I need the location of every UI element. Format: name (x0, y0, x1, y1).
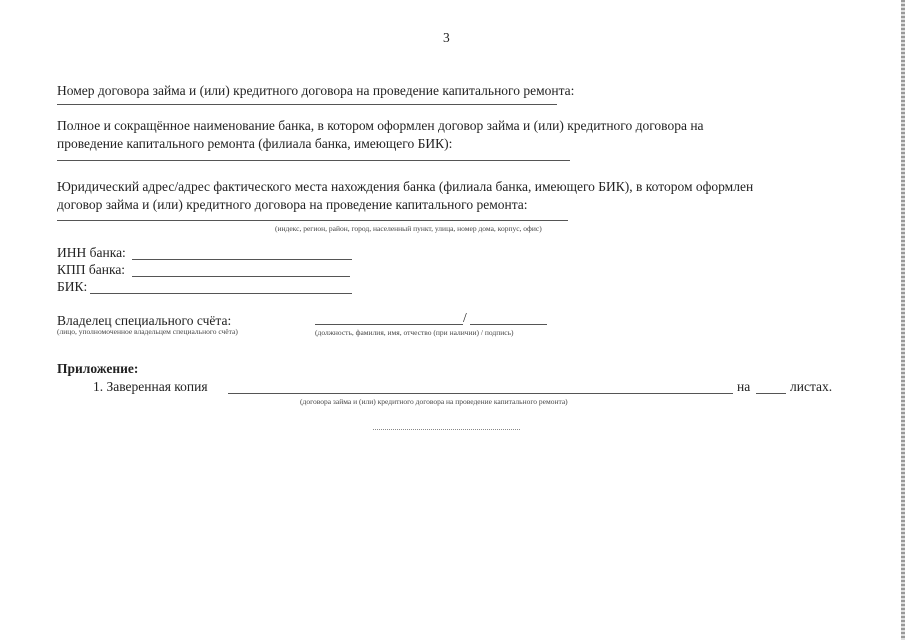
bank-name-label-1: Полное и сокращённое наименование банка, в котором оформлен договор займа и (или) кредитного договора на (57, 118, 704, 133)
appendix-sheets-count-field[interactable] (756, 393, 786, 394)
appendix-item: 1. Заверенная копия (93, 379, 208, 394)
kpp-field[interactable] (132, 276, 350, 277)
appendix-document-field[interactable] (228, 393, 733, 394)
owner-label: Владелец специального счёта: (57, 313, 232, 328)
bank-address-label-1: Юридический адрес/адрес фактического места нахождения банка (филиала банка, имеющего БИК), в котором оформлен (57, 179, 754, 194)
contract-number-label: Номер договора займа и (или) кредитного договора на проведение капитального ремонта: (57, 83, 575, 98)
owner-position-field[interactable] (315, 324, 463, 325)
owner-signature-field[interactable] (470, 324, 547, 325)
appendix-on: на (737, 379, 751, 394)
slash: / (463, 310, 467, 325)
bik-field[interactable] (90, 293, 352, 294)
separator-line (373, 429, 520, 430)
appendix-title: Приложение: (57, 361, 139, 376)
scan-edge (901, 0, 905, 640)
appendix-sheets: листах. (790, 379, 833, 394)
address-hint: (индекс, регион, район, город, населенный пункт, улица, номер дома, корпус, офис) (275, 224, 542, 233)
appendix-hint: (договора займа и (или) кредитного договора на проведение капитального ремонта) (300, 397, 568, 406)
owner-hint: (лицо, уполномоченное владельцем специального счёта) (57, 327, 238, 336)
owner-signature-hint: (должность, фамилия, имя, отчество (при наличии) / подпись) (315, 328, 514, 337)
bank-name-label-2: проведение капитального ремонта (филиала банка, имеющего БИК): (57, 136, 453, 151)
bik-label: БИК: (57, 279, 88, 294)
page-number: 3 (443, 30, 450, 45)
inn-label: ИНН банка: (57, 245, 126, 260)
bank-address-label-2: договор займа и (или) кредитного договора на проведение капитального ремонта: (57, 197, 528, 212)
contract-number-field[interactable] (57, 104, 557, 105)
inn-field[interactable] (132, 259, 352, 260)
kpp-label: КПП банка: (57, 262, 126, 277)
bank-name-field[interactable] (57, 160, 570, 161)
bank-address-field[interactable] (57, 220, 568, 221)
